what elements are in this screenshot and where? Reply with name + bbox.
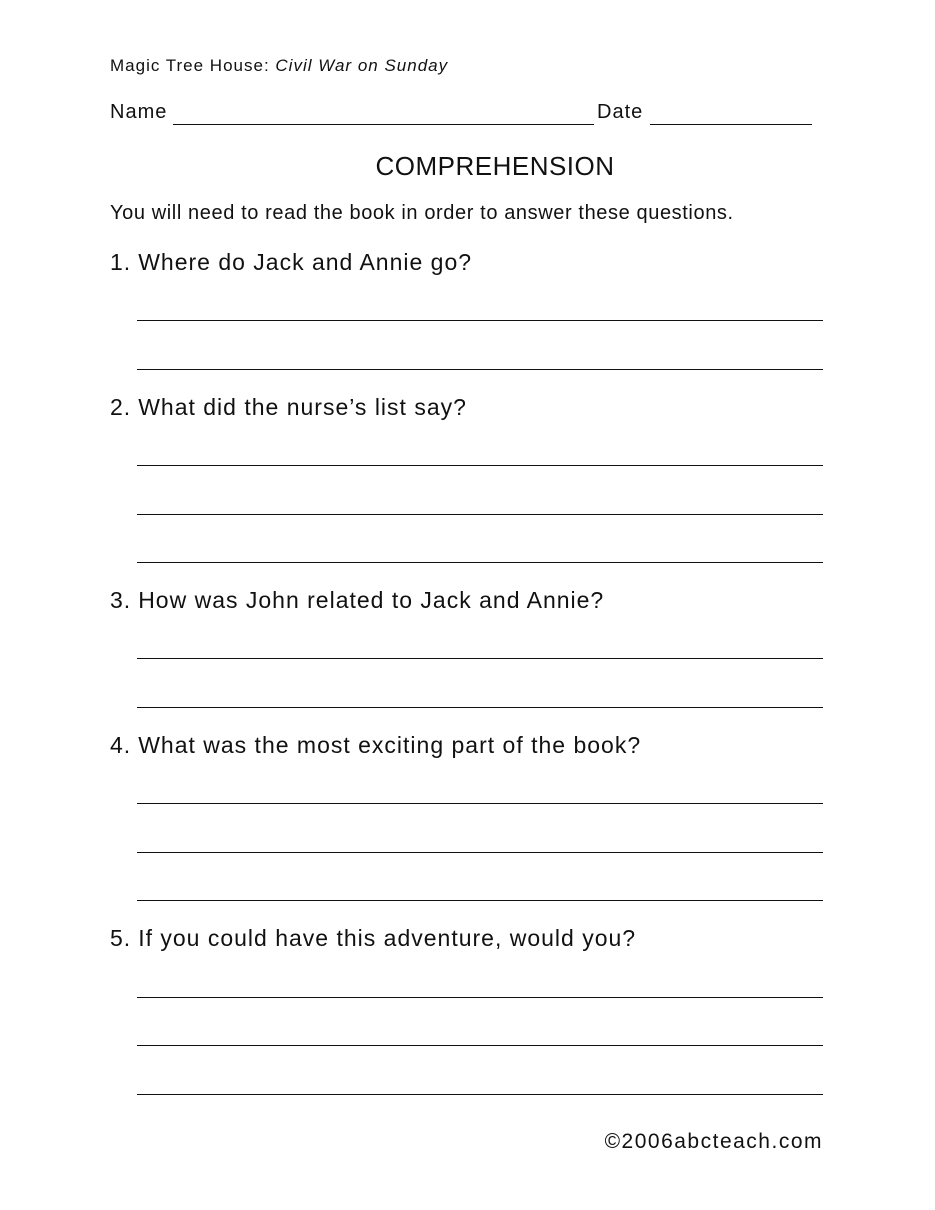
question-number: 4. [110,732,132,758]
question-1 [110,249,472,276]
series-label: Magic Tree House: [110,56,276,75]
answer-line[interactable] [137,1045,823,1046]
answer-line[interactable] [137,514,823,515]
question-5 [110,925,636,952]
instructions: You will need to read the book in order to answer these questions. [110,202,734,224]
date-label: Date [597,101,644,123]
question-number: 3. [110,587,132,613]
question-number: 5. [110,925,132,951]
question-number: 1. [110,249,132,275]
answer-line[interactable] [137,369,823,370]
question-text: How was John related to Jack and Annie? [138,587,605,613]
question-number: 2. [110,394,132,420]
date-blank[interactable] [650,124,812,125]
question-text: If you could have this adventure, would you? [138,925,637,951]
page-title: COMPREHENSION [375,151,615,181]
question-3 [110,587,604,614]
answer-line[interactable] [137,658,823,659]
name-date-row [110,101,812,129]
name-blank[interactable] [173,124,594,125]
question-2 [110,394,467,421]
answer-line[interactable] [137,1094,823,1095]
question-text: What did the nurse’s list say? [138,394,467,420]
answer-line[interactable] [137,465,823,466]
question-text: What was the most exciting part of the book? [138,732,642,758]
answer-line[interactable] [137,562,823,563]
header-line [110,56,448,76]
answer-line[interactable] [137,997,823,998]
question-text: Where do Jack and Annie go? [138,249,473,275]
answer-line[interactable] [137,852,823,853]
book-title: Civil War on Sunday [275,56,449,75]
answer-line[interactable] [137,320,823,321]
copyright-footer: ©2006abcteach.com [604,1130,823,1153]
answer-line[interactable] [137,803,823,804]
name-label: Name [110,101,168,123]
answer-line[interactable] [137,707,823,708]
answer-line[interactable] [137,900,823,901]
question-4 [110,732,641,759]
